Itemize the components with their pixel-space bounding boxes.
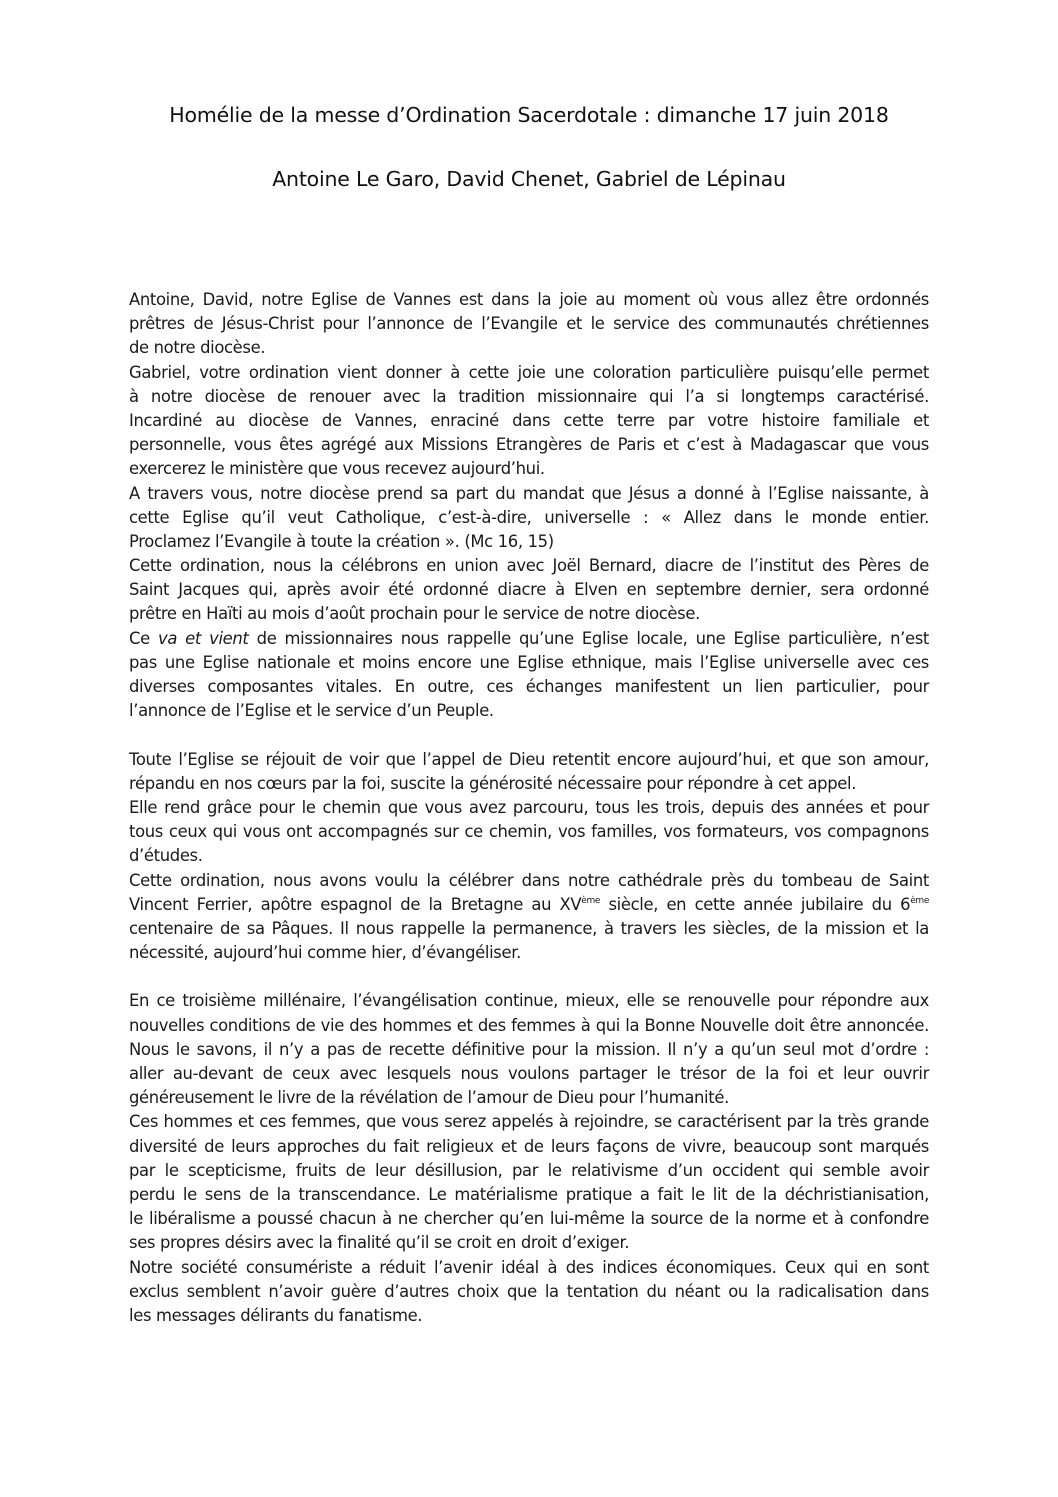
text-line: Incardiné au diocèse de Vannes, enraciné dans cette terre par votre histoire familiale et [129, 410, 929, 430]
paragraph-gap [129, 723, 929, 747]
text-line: répandu en nos cœurs par la foi, suscite la générosité nécessaire pour répondre à cet appel. [129, 773, 857, 793]
text-line: d’études. [129, 846, 203, 866]
text-line: Notre société consumériste a réduit l’avenir idéal à des indices économiques. Ceux qui en sont [129, 1257, 929, 1277]
text-line: par le scepticisme, fruits de leur désillusion, par le relativisme d’un occident qui semble avoir [129, 1160, 929, 1180]
text-line: les messages délirants du fanatisme. [129, 1305, 423, 1325]
text-line: Cette ordination, nous la célébrons en union avec Joël Bernard, diacre de l’institut des Pères de [129, 556, 929, 576]
text-line: personnelle, vous êtes agrégé aux Missions Etrangères de Paris et c’est à Madagascar que vous [129, 435, 929, 455]
text-line: Gabriel, votre ordination vient donner à cette joie une coloration particulière puisqu’elle permet [129, 362, 929, 382]
text-line: Cette ordination, nous avons voulu la célébrer dans notre cathédrale près du tombeau de Saint [129, 870, 929, 890]
paragraph-gap [129, 965, 929, 989]
text-line: tous ceux qui vous ont accompagnés sur ce chemin, vos familles, vos formateurs, vos compagnons [129, 822, 929, 842]
text-line: perdu le sens de la transcendance. Le matérialisme pratique a fait le lit de la déchristianisation, [129, 1184, 929, 1204]
text-line: prêtre en Haïti au mois d’août prochain pour le service de notre diocèse. [129, 604, 700, 624]
text-line: Antoine, David, notre Eglise de Vannes est dans la joie au moment où vous allez être ordonnés [129, 290, 929, 309]
text-line: nécessité, aujourd’hui comme hier, d’évangéliser. [129, 943, 521, 963]
text-line: ses propres désirs avec la finalité qu’il se croit en droit d’exiger. [129, 1233, 630, 1253]
text-line: exercerez le ministère que vous recevez aujourd’hui. [129, 459, 545, 479]
text-line-superscript: Vincent Ferrier, apôtre espagnol de la Bretagne au XVème siècle, en cette année jubilaire du 6ème [129, 894, 930, 914]
italic-phrase: va et vient [157, 628, 249, 648]
text-line: Nous le savons, il n’y a pas de recette définitive pour la mission. Il n’y a qu’un seul mot d’ordre : [129, 1039, 929, 1059]
text-line: aller au-devant de ceux avec lesquels nous voulons partager le trésor de la foi et leur ouvrir [129, 1064, 929, 1083]
text-line-italic: Ce va et vient de missionnaires nous rappelle qu’une Eglise locale, une Eglise particulière, n’est [129, 628, 929, 648]
text-line: A travers vous, notre diocèse prend sa part du mandat que Jésus a donné à l’Eglise naissante, à [129, 483, 929, 503]
text-line: cette Eglise qu’il veut Catholique, c’est-à-dire, universelle : « Allez dans le monde entier. [129, 507, 929, 527]
text-line: Proclamez l’Evangile à toute la création ». (Mc 16, 15) [129, 531, 554, 551]
superscript: ème [910, 895, 930, 906]
text-line: Elle rend grâce pour le chemin que vous avez parcouru, tous les trois, depuis des années et pour [129, 797, 929, 817]
text-line: centenaire de sa Pâques. Il nous rappelle la permanence, à travers les siècles, de la mission et la [129, 918, 929, 938]
text-line: le libéralisme a poussé chacun à ne chercher qu’en lui-même la source de la norme et à confondre [129, 1209, 929, 1229]
text-line: à notre diocèse de renouer avec la tradition missionnaire qui l’a si longtemps caractérisé. [129, 386, 929, 406]
text-line: Saint Jacques qui, après avoir été ordonné diacre à Elven en septembre dernier, sera ordonné [129, 580, 929, 600]
text-line: pas une Eglise nationale et moins encore une Eglise ethnique, mais l’Eglise universelle avec ces [129, 652, 929, 672]
text-line: exclus semblent n’avoir guère d’autres choix que la tentation du néant ou la radicalisation dans [129, 1281, 929, 1301]
document-title: Homélie de la messe d’Ordination Sacerdotale : dimanche 17 juin 2018 [169, 103, 889, 127]
text-line: prêtres de Jésus-Christ pour l’annonce de l’Evangile et le service des communautés chrétiennes [129, 314, 929, 334]
text-line: de notre diocèse. [129, 338, 266, 358]
text-line: l’annonce de l’Eglise et le service d’un Peuple. [129, 701, 494, 721]
text-line: Ces hommes et ces femmes, que vous serez appelés à rejoindre, se caractérisent par la très grande [129, 1112, 929, 1132]
text-line: diverses composantes vitales. En outre, ces échanges manifestent un lien particulier, pour [129, 677, 929, 696]
text-line: diversité de leurs approches du fait religieux et de leurs façons de vivre, beaucoup sont marqués [129, 1136, 929, 1156]
text-line: En ce troisième millénaire, l’évangélisation continue, mieux, elle se renouvelle pour répondre aux [129, 991, 929, 1011]
text-line: nouvelles conditions de vie des hommes et des femmes à qui la Bonne Nouvelle doit être annoncée. [129, 1015, 929, 1035]
homily-body [129, 288, 929, 1328]
text-line: généreusement le livre de la révélation de l’amour de Dieu pour l’humanité. [129, 1088, 729, 1108]
document-subtitle: Antoine Le Garo, David Chenet, Gabriel de Lépinau [272, 167, 786, 191]
text-line: Toute l’Eglise se réjouit de voir que l’appel de Dieu retentit encore aujourd’hui, et que son amour, [129, 749, 929, 769]
superscript: ème [581, 895, 601, 906]
